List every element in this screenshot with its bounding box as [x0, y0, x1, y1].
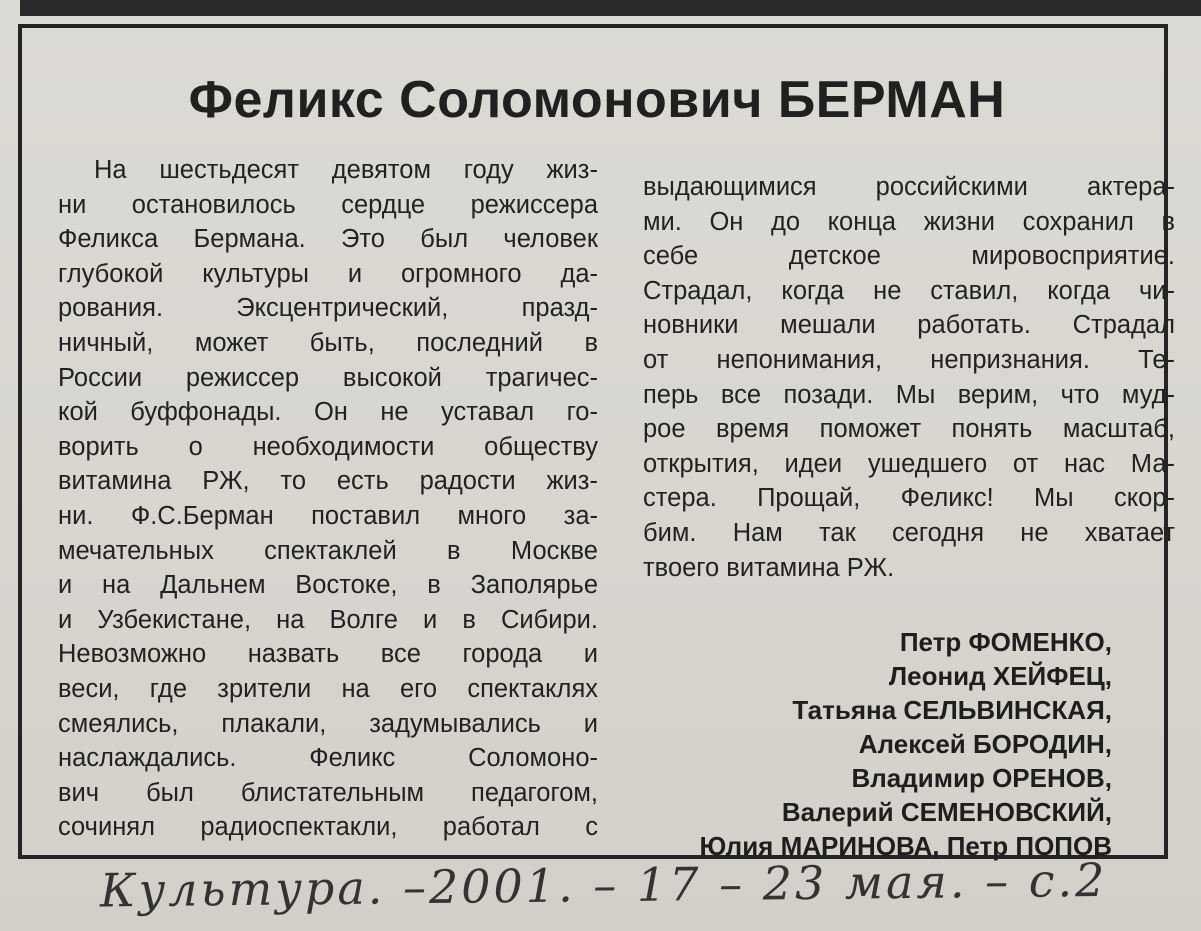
handwritten-source-note: Культура. –2001. – 17 – 23 мая. – с.2 [99, 852, 1108, 918]
text-line: Страдал, когда не ставил, когда чи- [643, 276, 1175, 305]
signature-name: Валерий СЕМЕНОВСКИЙ, [781, 797, 1112, 827]
text-line: выдающимися российскими актера- [643, 173, 1175, 201]
text-line: мечательных спектаклей в Москве [58, 536, 598, 565]
text-line: Невозможно назвать все города и [58, 640, 598, 669]
text-line: Феликса Бермана. Это был человек [58, 225, 598, 254]
text-line: России режиссер высокой трагичес- [58, 363, 598, 392]
text-line: стера. Прощай, Феликс! Мы скор- [643, 484, 1175, 513]
signature-name: Татьяна СЕЛЬВИНСКАЯ, [792, 695, 1112, 725]
text-line: смеялись, плакали, задумывались и [58, 709, 598, 738]
text-line: вич был блистательным педагогом, [58, 778, 598, 807]
text-line: витамина РЖ, то есть радости жиз- [58, 467, 598, 496]
text-line: перь все позади. Мы верим, что муд- [643, 380, 1175, 409]
text-line: твоего витамина РЖ. [643, 553, 895, 582]
text-line: открытия, идеи ушедшего от нас Ма- [643, 449, 1175, 478]
signature-name: Алексей БОРОДИН, [858, 729, 1112, 759]
article-title: Феликс Соломонович БЕРМАН [188, 71, 1006, 129]
text-line: от непонимания, непризнания. Те- [643, 345, 1175, 374]
right-column [643, 170, 1175, 585]
text-line: ворить о необходимости обществу [58, 432, 598, 461]
text-line: рое время поможет понять масштаб, [643, 415, 1175, 444]
text-line: новники мешали работать. Страдал [643, 311, 1175, 340]
text-line: ни остановилось сердце режиссера [58, 190, 598, 219]
signature-name: Петр ФОМЕНКО, [899, 627, 1112, 657]
text-line: На шестьдесят девятом году жиз- [94, 156, 598, 184]
left-column [58, 153, 598, 845]
text-line: ничный, может быть, последний в [58, 328, 598, 357]
text-line: ни. Ф.С.Берман поставил много за- [58, 501, 598, 530]
text-line: глубокой культуры и огромного да- [58, 259, 598, 288]
text-line: и Узбекистане, на Волге и в Сибири. [58, 605, 598, 634]
article-frame [18, 24, 1175, 861]
text-line: наслаждались. Феликс Соломоно- [58, 744, 598, 773]
top-border-strip [20, 0, 1201, 16]
text-line: бим. Нам так сегодня не хватает [643, 518, 1175, 547]
text-line: сочинял радиоспектакли, работал с [58, 813, 598, 842]
signature-name: Леонид ХЕЙФЕЦ, [888, 661, 1112, 691]
signature-name: Юлия МАРИНОВА, Петр ПОПОВ [699, 831, 1112, 861]
text-line: себе детское мировосприятие. [643, 242, 1175, 271]
text-line: и на Дальнем Востоке, в Заполярье [58, 571, 598, 600]
text-line: ми. Он до конца жизни сохранил в [643, 207, 1175, 236]
text-line: веси, где зрители на его спектаклях [58, 674, 598, 703]
signatures-block [552, 625, 1112, 863]
signature-name: Владимир ОРЕНОВ, [851, 763, 1112, 793]
text-line: рования. Эксцентрический, празд- [58, 294, 598, 323]
text-line: кой буффонады. Он не уставал го- [58, 398, 598, 427]
